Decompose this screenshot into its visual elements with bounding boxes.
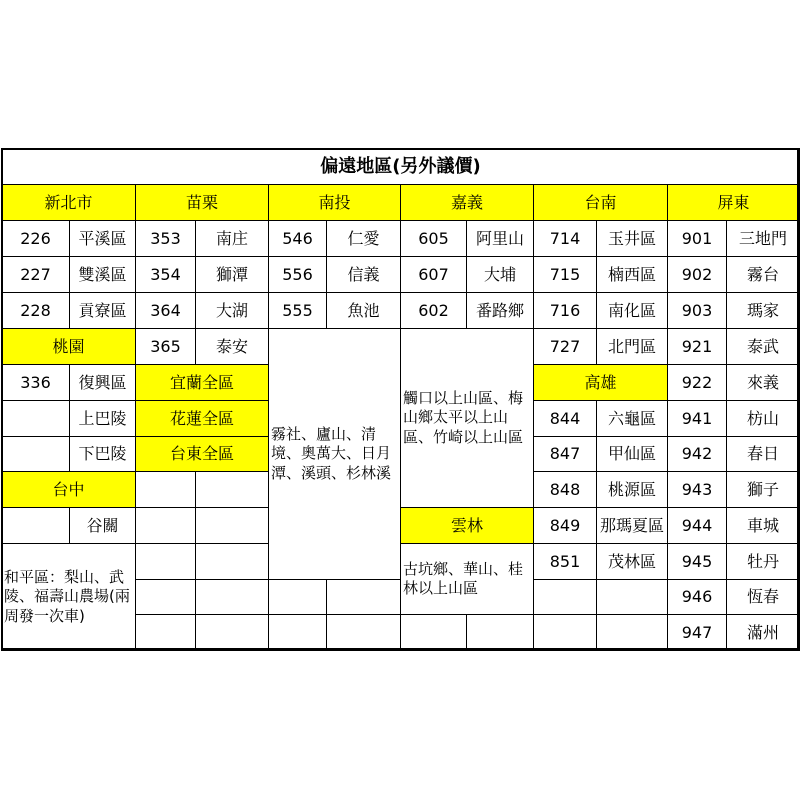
pingtung-row-name: 三地門 <box>726 220 800 257</box>
xinbei-row-code: 227 <box>1 256 70 293</box>
empty-cell <box>195 579 269 615</box>
miaoli-row-name: 獅潭 <box>195 256 269 293</box>
chiayi-row-code: 607 <box>400 256 467 293</box>
region-header-taichung: 台中 <box>1 471 136 508</box>
kaohsiung-row-code: 851 <box>533 543 597 580</box>
pingtung-row-name: 霧台 <box>726 256 800 293</box>
miaoli-row-name: 泰安 <box>195 328 269 365</box>
kaohsiung-row-code: 849 <box>533 507 597 544</box>
pingtung-row-code: 945 <box>667 543 727 580</box>
region-header-xinbei: 新北市 <box>1 184 136 221</box>
miaoli-row-code: 353 <box>135 220 196 257</box>
region-hualien: 花蓮全區 <box>135 400 269 437</box>
region-header-miaoli: 苗栗 <box>135 184 269 221</box>
xinbei-row-name: 平溪區 <box>69 220 136 257</box>
empty-cell <box>135 579 196 615</box>
chiayi-row-name: 番路鄉 <box>466 292 534 329</box>
region-header-yunlin: 雲林 <box>400 507 534 544</box>
miaoli-row-code: 364 <box>135 292 196 329</box>
table-title: 偏遠地區(另外議價) <box>1 148 800 185</box>
empty-cell <box>466 614 534 651</box>
taoyuan-row-name: 復興區 <box>69 364 136 401</box>
nantou-row-code: 546 <box>268 220 327 257</box>
nantou-row-name: 仁愛 <box>326 220 401 257</box>
miaoli-row-code: 354 <box>135 256 196 293</box>
region-taitung: 台東全區 <box>135 436 269 472</box>
xinbei-row-name: 雙溪區 <box>69 256 136 293</box>
xinbei-row-code: 228 <box>1 292 70 329</box>
pingtung-row-code: 943 <box>667 471 727 508</box>
pingtung-row-code: 947 <box>667 614 727 651</box>
region-header-pingtung: 屏東 <box>667 184 800 221</box>
pingtung-row-name: 枋山 <box>726 400 800 437</box>
kaohsiung-row-name: 桃源區 <box>596 471 668 508</box>
chiayi-row-code: 605 <box>400 220 467 257</box>
taoyuan-row-code <box>1 436 70 472</box>
xinbei-row-name: 貢寮區 <box>69 292 136 329</box>
tainan-row-code: 714 <box>533 220 597 257</box>
tainan-row-code: 715 <box>533 256 597 293</box>
tainan-row-name: 楠西區 <box>596 256 668 293</box>
pingtung-row-code: 946 <box>667 579 727 615</box>
taoyuan-row-name: 上巴陵 <box>69 400 136 437</box>
kaohsiung-row-name: 那瑪夏區 <box>596 507 668 544</box>
pingtung-row-name: 來義 <box>726 364 800 401</box>
pingtung-row-name: 獅子 <box>726 471 800 508</box>
empty-cell <box>135 507 196 544</box>
empty-cell <box>268 614 327 651</box>
pingtung-row-name: 滿州 <box>726 614 800 651</box>
taichung-row-name: 谷關 <box>69 507 136 544</box>
chiayi-note: 觸口以上山區、梅山鄉太平以上山區、竹崎以上山區 <box>400 328 534 508</box>
nantou-row-code: 556 <box>268 256 327 293</box>
chiayi-row-code: 602 <box>400 292 467 329</box>
region-header-chiayi: 嘉義 <box>400 184 534 221</box>
empty-cell <box>596 579 668 615</box>
pingtung-row-name: 泰武 <box>726 328 800 365</box>
miaoli-row-name: 大湖 <box>195 292 269 329</box>
miaoli-row-name: 南庄 <box>195 220 269 257</box>
kaohsiung-row-code: 848 <box>533 471 597 508</box>
empty-cell <box>533 579 597 615</box>
empty-cell <box>326 614 401 651</box>
pingtung-row-code: 901 <box>667 220 727 257</box>
empty-cell <box>596 614 668 651</box>
empty-cell <box>135 543 196 580</box>
xinbei-row-code: 226 <box>1 220 70 257</box>
empty-cell <box>533 614 597 651</box>
region-header-taoyuan: 桃園 <box>1 328 136 365</box>
empty-cell <box>195 507 269 544</box>
nantou-note: 霧社、廬山、清境、奧萬大、日月潭、溪頭、杉林溪 <box>268 328 401 580</box>
pingtung-row-code: 944 <box>667 507 727 544</box>
tainan-row-name: 玉井區 <box>596 220 668 257</box>
taoyuan-row-code: 336 <box>1 364 70 401</box>
nantou-row-name: 魚池 <box>326 292 401 329</box>
tainan-row-code: 727 <box>533 328 597 365</box>
pingtung-row-name: 春日 <box>726 436 800 472</box>
tainan-row-name: 北門區 <box>596 328 668 365</box>
pingtung-row-name: 牡丹 <box>726 543 800 580</box>
tainan-row-name: 南化區 <box>596 292 668 329</box>
taichung-note: 和平區：梨山、武陵、福壽山農場(兩周發一次車) <box>1 543 136 651</box>
pingtung-row-code: 942 <box>667 436 727 472</box>
kaohsiung-row-name: 茂林區 <box>596 543 668 580</box>
empty-cell <box>135 614 196 651</box>
nantou-row-name: 信義 <box>326 256 401 293</box>
miaoli-row-code: 365 <box>135 328 196 365</box>
pingtung-row-code: 903 <box>667 292 727 329</box>
tainan-row-code: 716 <box>533 292 597 329</box>
pingtung-row-name: 車城 <box>726 507 800 544</box>
pingtung-row-code: 921 <box>667 328 727 365</box>
empty-cell <box>195 471 269 508</box>
empty-cell <box>195 543 269 580</box>
kaohsiung-row-code: 844 <box>533 400 597 437</box>
region-yilan: 宜蘭全區 <box>135 364 269 401</box>
kaohsiung-row-name: 甲仙區 <box>596 436 668 472</box>
empty-cell <box>135 471 196 508</box>
pingtung-row-code: 922 <box>667 364 727 401</box>
region-header-kaohsiung: 高雄 <box>533 364 668 401</box>
empty-cell <box>326 579 401 615</box>
taichung-row-code <box>1 507 70 544</box>
taoyuan-row-name: 下巴陵 <box>69 436 136 472</box>
yunlin-note: 古坑鄉、華山、桂林以上山區 <box>400 543 534 615</box>
taoyuan-row-code <box>1 400 70 437</box>
empty-cell <box>195 614 269 651</box>
pingtung-row-name: 恆春 <box>726 579 800 615</box>
pingtung-row-code: 941 <box>667 400 727 437</box>
kaohsiung-row-code: 847 <box>533 436 597 472</box>
empty-cell <box>400 614 467 651</box>
chiayi-row-name: 大埔 <box>466 256 534 293</box>
kaohsiung-row-name: 六龜區 <box>596 400 668 437</box>
nantou-row-code: 555 <box>268 292 327 329</box>
region-header-nantou: 南投 <box>268 184 401 221</box>
empty-cell <box>268 579 327 615</box>
region-header-tainan: 台南 <box>533 184 668 221</box>
pingtung-row-code: 902 <box>667 256 727 293</box>
pingtung-row-name: 瑪家 <box>726 292 800 329</box>
chiayi-row-name: 阿里山 <box>466 220 534 257</box>
